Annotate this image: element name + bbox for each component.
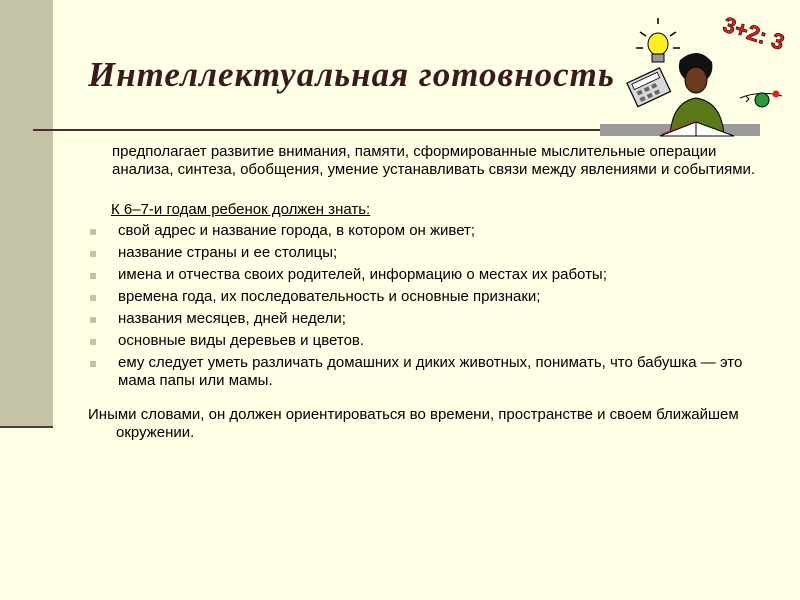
reading-student-icon [660, 53, 734, 136]
list-item: свой адрес и название города, в котором он живет; [88, 222, 768, 240]
clipart-math-text: 3+2: 3 [719, 11, 788, 55]
list-item: имена и отчества своих родителей, информацию о местах их работы; [88, 266, 768, 284]
intro-paragraph: предполагает развитие внимания, памяти, сформированные мыслительные операции анализа, синтеза, обобщения, умение устанавливать связи между явлениями и событиями. [112, 143, 756, 178]
slide-title: Интеллектуальная готовность [88, 55, 615, 94]
calculator-icon [627, 68, 671, 107]
slide-body [88, 143, 768, 442]
list-item: основные виды деревьев и цветов. [88, 332, 768, 350]
title-underline [33, 129, 603, 131]
knowledge-subheading: К 6–7-и годам ребенок должен знать: [111, 201, 371, 218]
list-item: название страны и ее столицы; [88, 244, 768, 262]
list-item: названия месяцев, дней недели; [88, 310, 768, 328]
knowledge-list [88, 222, 768, 390]
left-decor-rule [0, 426, 53, 428]
list-item: времена года, их последовательность и основные признаки; [88, 288, 768, 306]
outro-paragraph: Иными словами, он должен ориентироваться во времени, пространстве и своем ближайшем окружении. [88, 406, 739, 441]
left-decor-bar [0, 0, 53, 426]
clipart-student [610, 10, 800, 140]
list-item: ему следует уметь различать домашних и диких животных, понимать, что бабушка — это мама папы или мамы. [88, 354, 768, 390]
planet-icon [740, 91, 782, 108]
lightbulb-icon [636, 18, 680, 62]
